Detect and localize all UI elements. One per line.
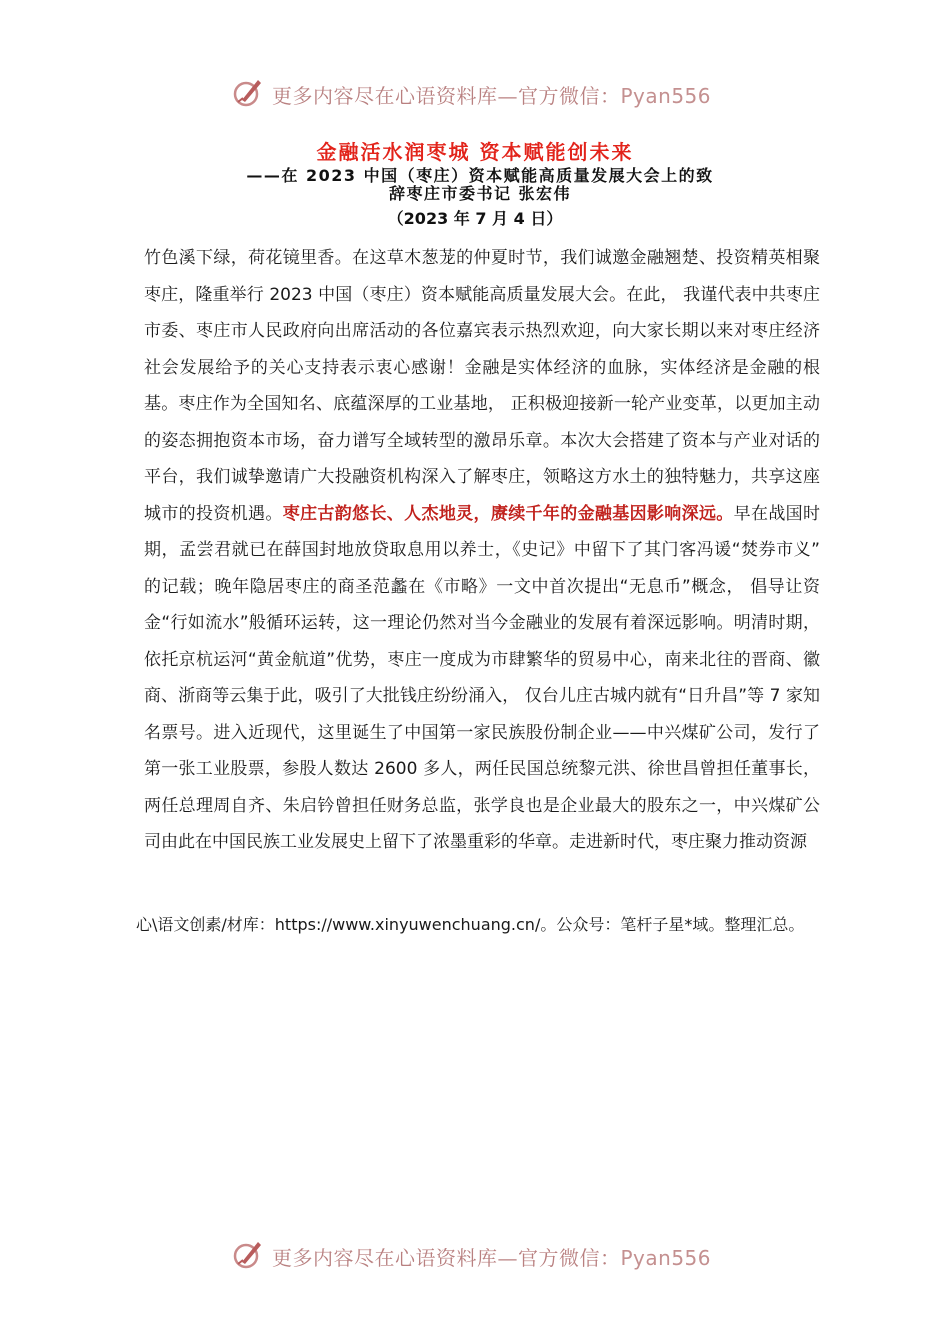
page-title: 金融活水润枣城 资本赋能创未来 <box>316 140 634 164</box>
source-note: 心\语文创素/材库：https://www.xinyuwenchuang.cn/。公众号：笔杆子星*域。整理汇总。 <box>136 915 805 934</box>
subtitle-line-2: 辞枣庄市委书记 张宏伟 <box>388 184 572 203</box>
quill-logo-icon <box>230 74 266 110</box>
watermark-label: 更多内容尽在心语资料库—官方微信： <box>272 1246 621 1270</box>
watermark-text <box>272 1242 711 1271</box>
subtitle-line-1: ——在 2023 中国（枣庄）资本赋能高质量发展大会上的致 <box>246 166 714 185</box>
watermark-wechat-id: Pyan556 <box>620 84 712 108</box>
watermark-wechat-id: Pyan556 <box>620 1246 712 1270</box>
speech-part-1: 竹色溪下绿，荷花镜里香。在这草木葱茏的仲夏时节，我们诚邀金融翘楚、投资精英相聚枣庄，隆重举行 2023 中国（枣庄）资本赋能高质量发展大会。在此， 我谨代表中共枣庄市委、枣庄市人民政府向出席活动的各位嘉宾表示热烈欢迎，向大家长期以来对枣庄经济社会发展给予的关心支持表示衷心感谢！金融是实体经济的血脉，实体经济是金融的根基。枣庄作为全国知名、底蕴深厚的工业基地， 正积极迎接新一轮产业变革，以更加主动的姿态拥抱资本市场，奋力谱写全域转型的激昂乐章。本次大会搭建了资本与产业对话的平台，我们诚挚邀请广大投融资机构深入了解枣庄，领略这方水土的独特魅力，共享这座城市的投资机遇。 <box>144 248 820 524</box>
watermark-label: 更多内容尽在心语资料库—官方微信： <box>272 84 621 108</box>
watermark-header <box>0 72 950 112</box>
watermark-text <box>272 80 711 109</box>
speech-date: （2023 年 7 月 4 日） <box>387 209 563 228</box>
speech-body <box>144 240 820 861</box>
quill-logo-icon <box>230 1236 266 1272</box>
watermark-footer <box>0 1234 950 1274</box>
speech-part-2: 早在战国时期，孟尝君就已在薛国封地放贷取息用以养士，《史记》中留下了其门客冯谖“焚券市义” 的记载；晚年隐居枣庄的商圣范蠡在《市略》一文中首次提出“无息币”概念， 倡导让资金“行如流水”般循环运转，这一理论仍然对当今金融业的发展有着深远影响。明清时期，依托京杭运河“黄金航道”优势，枣庄一度成为市肆繁华的贸易中心，南来北往的晋商、徽商、浙商等云集于此，吸引了大批钱庄纷纷涌入， 仅台儿庄古城内就有“日升昌”等 7 家知名票号。进入近现代，这里诞生了中国第一家民族股份制企业——中兴煤矿公司，发行了第一张工业股票，参股人数达 2600 多人，两任民国总统黎元洪、徐世昌曾担任董事长，两任总理周自齐、朱启钤曾担任财务总监，张学良也是企业最大的股东之一，中兴煤矿公司由此在中国民族工业发展史上留下了浓墨重彩的华章。走进新时代，枣庄聚力推动资源 <box>144 503 821 852</box>
speech-highlight: 枣庄古韵悠长、人杰地灵，赓续千年的金融基因影响深远。 <box>282 503 734 524</box>
